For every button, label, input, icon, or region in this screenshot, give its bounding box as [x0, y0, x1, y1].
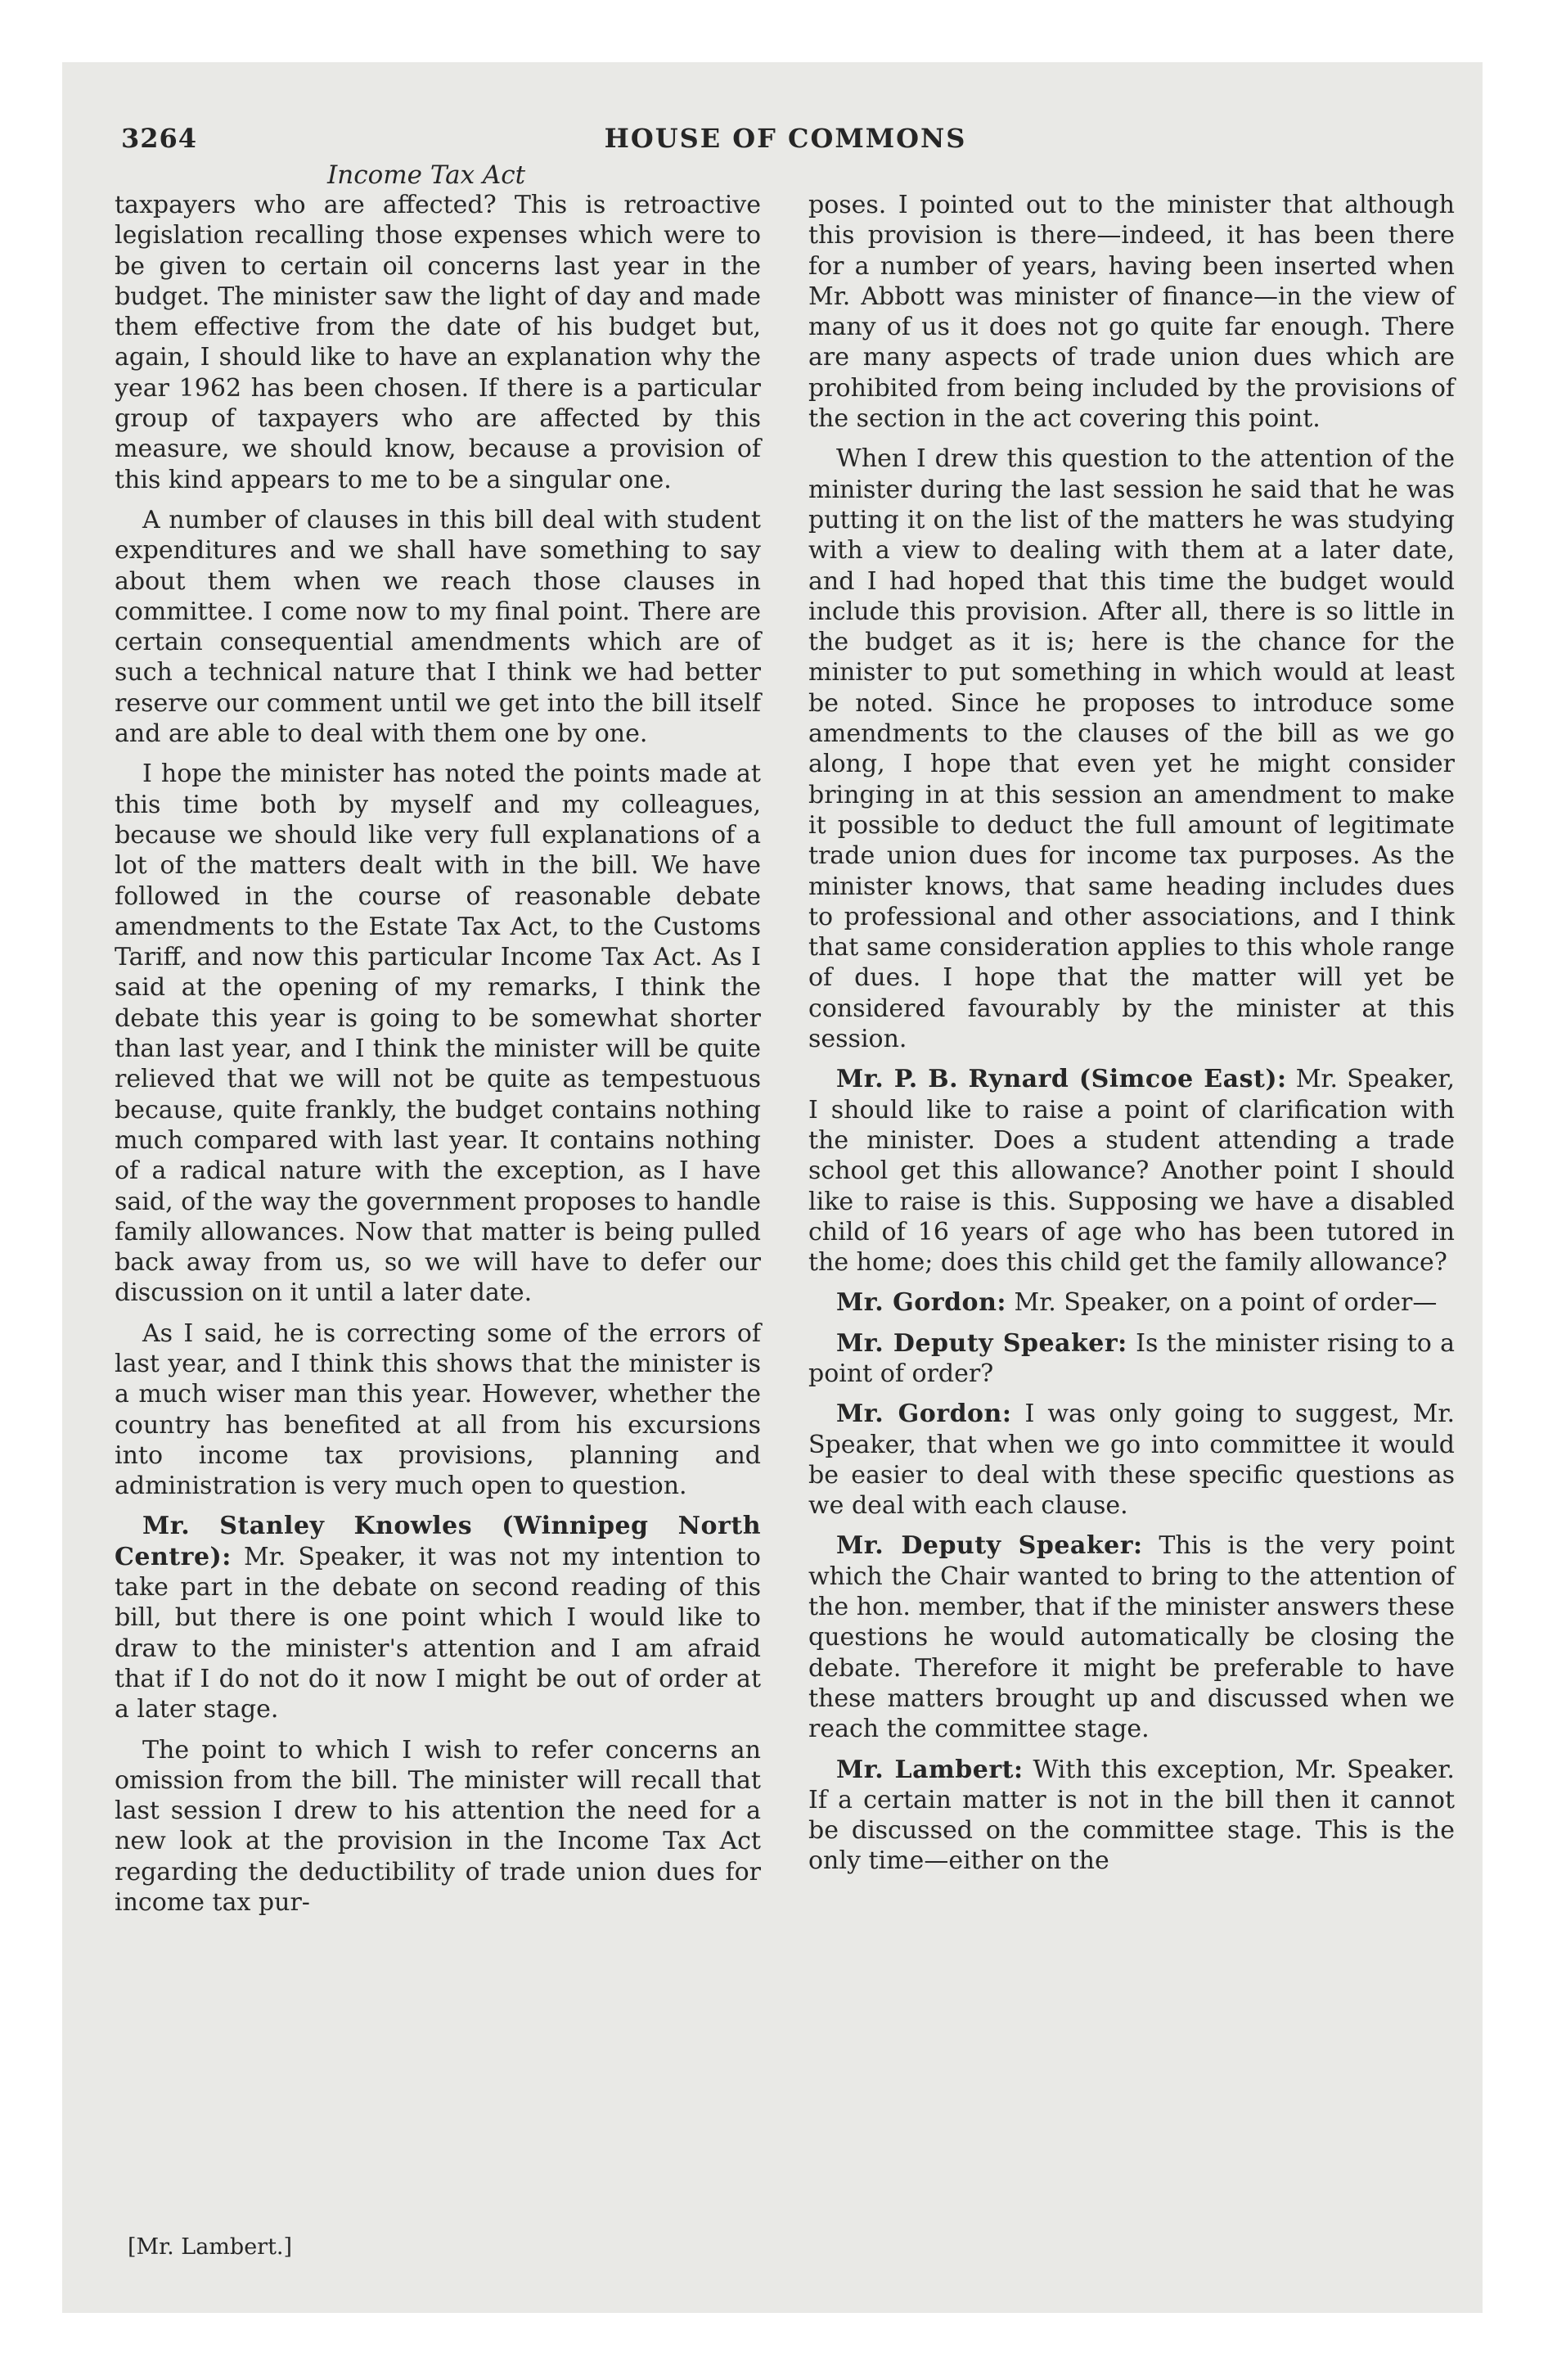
speech-text: Mr. Speaker, it was not my intention to take part in the debate on second reading of this bill, but there is one point which I would like to draw to the minister's attention and I am afraid that if I do not do it now I might be out of order at a later stage.: [115, 1542, 761, 1724]
speech-text: Is the minister rising to a point of order?: [808, 1328, 1456, 1388]
speech-text: Mr. Speaker, I should like to raise a point of clarification with the minister. Does a student attending a trade school get this allowance? Another point I should like to raise is this. Supposing we have a disabled child of 16 years of age who has been tutored in the home; does this child get the family allowance?: [808, 1065, 1455, 1278]
speaker-name: Mr. P. B. Rynard (Simcoe East):: [836, 1065, 1287, 1094]
speaker-name: Mr. Gordon:: [836, 1400, 1012, 1429]
running-title: HOUSE OF COMMONS: [604, 123, 967, 154]
page-header: [115, 123, 1456, 190]
speech-paragraph: [808, 1755, 1455, 1877]
paragraph: As I said, he is correcting some of the errors of last year, and I think this shows that the minister is a much wiser man this year. However, whether the country has benefited at all from his excursions into income tax provisions, planning and administration is very much open to question.: [115, 1318, 761, 1501]
speech-paragraph: [808, 1399, 1455, 1521]
speech-paragraph: [808, 1064, 1455, 1278]
paragraph: taxpayers who are affected? This is retroactive legislation recalling those expenses which were to be given to certain oil concerns last year in the budget. The minister saw the light of day and made them effective from the date of his budget but, again, I should like to have an explanation why the year 1962 has been chosen. If there is a particular group of taxpayers who are affected by this measure, we should know, because a provision of this kind appears to me to be a singular one.: [115, 191, 761, 494]
topic-heading: Income Tax Act: [327, 160, 526, 190]
speech-paragraph: [808, 1530, 1455, 1744]
speech-text: With this exception, Mr. Speaker. If a certain matter is not in the bill then it cannot be discussed on the committee stage. This is the only time—either on the: [808, 1755, 1455, 1876]
paragraph: When I drew this question to the attention of the minister during the last session he said that he was putting it on the list of the matters he was studying with a view to dealing with them at a later date, and I had hoped that this time the budget would include this provision. After all, there is so little in the budget as it is; here is the chance for the minister to put something in which would at least be noted. Since he proposes to introduce some amendments to the clauses of the bill as we go along, I hope that even yet he might consider bringing in at this session an amendment to make it possible to deduct the full amount of legitimate trade union dues for income tax purposes. As the minister knows, that same heading includes dues to professional and other associations, and I think that same consideration applies to this whole range of dues. I hope that the matter will yet be considered favourably by the minister at this session.: [808, 444, 1455, 1054]
paragraph: A number of clauses in this bill deal with student expenditures and we shall have something to say about them when we reach those clauses in committee. I come now to my final point. There are certain consequential amendments which are of such a technical nature that I think we had better reserve our comment until we get into the bill itself and are able to deal with them one by one.: [115, 505, 761, 749]
footer-attribution: [Mr. Lambert.]: [128, 2234, 293, 2260]
paragraph: The point to which I wish to refer concerns an omission from the bill. The minister will recall that last session I drew to his attention the need for a new look at the provision in the Income Tax Act regarding the deductibility of trade union dues for income tax pur-: [115, 1735, 761, 1918]
speech-paragraph: [808, 1287, 1455, 1318]
page-number: 3264: [121, 123, 198, 154]
speaker-name: Mr. Stanley Knowles (Winnipeg North Centre):: [115, 1512, 761, 1571]
speech-text: Mr. Speaker, on a point of order—: [1014, 1288, 1438, 1318]
speaker-name: Mr. Gordon:: [836, 1288, 1006, 1318]
speech-text: This is the very point which the Chair wanted to bring to the attention of the hon. member, that if the minister answers these questions he would automatically be closing the debate. Therefore it might be preferable to have these matters brought up and discussed when we reach the committee stage.: [808, 1531, 1455, 1744]
paragraph: poses. I pointed out to the minister that although this provision is there—indeed, it has been there for a number of years, having been inserted when Mr. Abbott was minister of finance—in the view of many of us it does not go quite far enough. There are many aspects of trade union dues which are prohibited from being included by the provisions of the section in the act covering this point.: [808, 191, 1455, 434]
speaker-name: Mr. Deputy Speaker:: [836, 1531, 1143, 1561]
right-column: [808, 190, 1455, 1886]
paragraph: I hope the minister has noted the points made at this time both by myself and my colleagues, because we should like very full explanations of a lot of the matters dealt with in the bill. We have followed in the course of reasonable debate amendments to the Estate Tax Act, to the Customs Tariff, and now this particular Income Tax Act. As I said at the opening of my remarks, I think the debate this year is going to be somewhat shorter than last year, and I think the minister will be quite relieved that we will not be quite as tempestuous because, quite frankly, the budget contains nothing much compared with last year. It contains nothing of a radical nature with the exception, as I have said, of the way the government proposes to handle family allowances. Now that matter is being pulled back away from us, so we will have to defer our discussion on it until a later date.: [115, 760, 761, 1308]
speaker-name: Mr. Deputy Speaker:: [836, 1328, 1127, 1358]
speaker-name: Mr. Lambert:: [836, 1755, 1024, 1784]
hansard-page: [115, 123, 1456, 2260]
speech-paragraph: [115, 1511, 761, 1724]
left-column: [115, 190, 761, 1927]
speech-text: I was only going to suggest, Mr. Speaker, that when we go into committee it would be easier to deal with these specific questions as we deal with each clause.: [808, 1400, 1455, 1521]
speech-paragraph: [808, 1328, 1455, 1390]
